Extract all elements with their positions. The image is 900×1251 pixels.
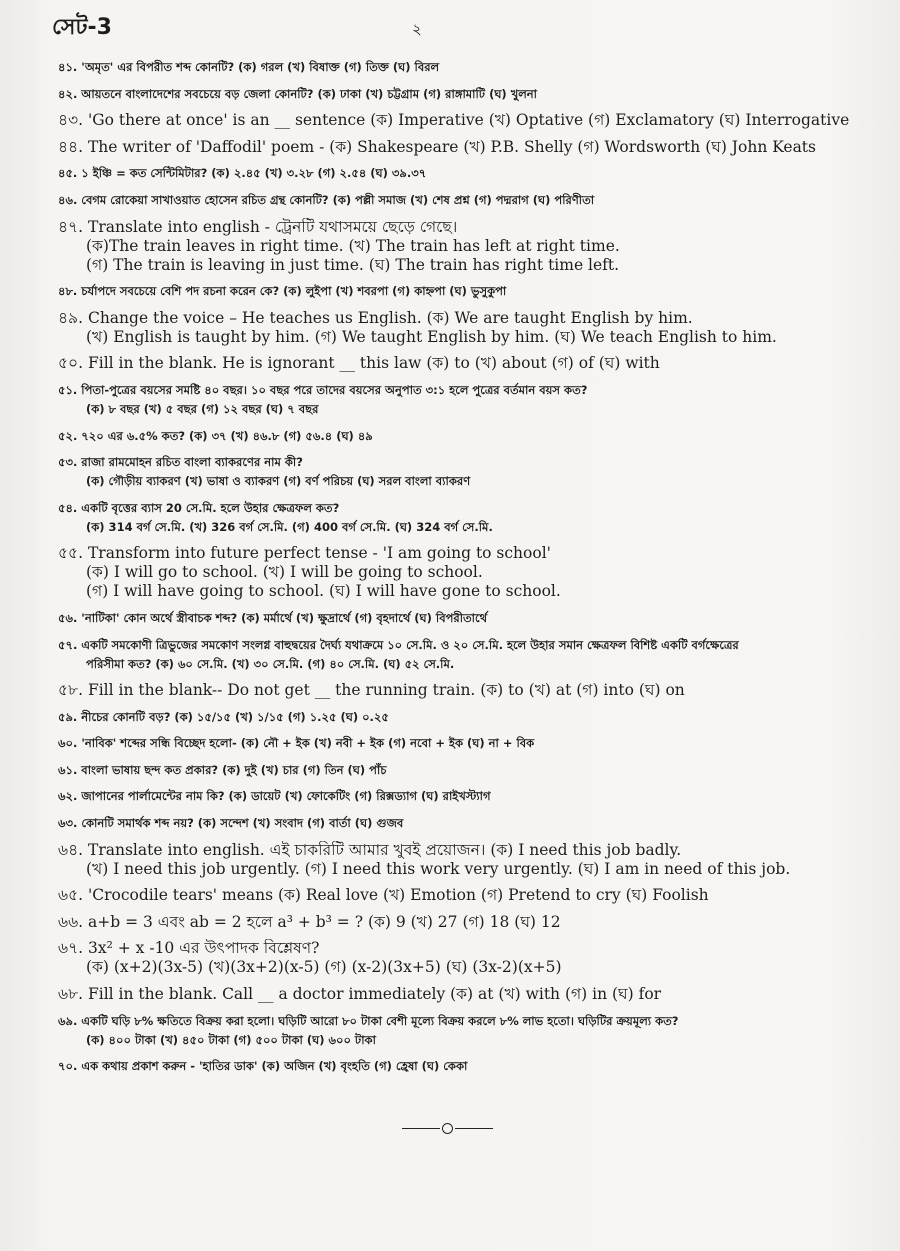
question-text: ৬১. বাংলা ভাষায় ছন্দ কত প্রকার? (ক) দুই (খ) চার (গ) তিন (ঘ) পাঁচ: [58, 762, 387, 777]
question-item: [58, 985, 888, 1004]
question-options: পরিসীমা কত? (ক) ৬০ সে.মি. (খ) ৩০ সে.মি. (গ) ৪০ সে.মি. (ঘ) ৫২ সে.মি.: [86, 656, 455, 671]
question-list: [58, 58, 888, 1084]
question-options: (ক) (x+2)(3x-5) (খ)(3x+2)(x-5) (গ) (x-2)(3x+5) (ঘ) (3x-2)(x+5): [86, 958, 562, 977]
question-item: [58, 427, 888, 446]
question-text: ৫১. পিতা-পুত্রের বয়সের সমষ্টি ৪০ বছর। ১০ বছর পরে তাদের বয়সের অনুপাত ৩:১ হলে পুত্রের বর্তমান বয়স কত?: [58, 382, 588, 397]
question-text: ৫৪. একটি বৃত্তের ব্যাস 20 সে.মি. হলে উহার ক্ষেত্রফল কত?: [58, 500, 340, 515]
question-options: (গ) The train is leaving in just time. (ঘ) The train has right time left.: [86, 255, 620, 274]
question-options: (ক) I will go to school. (খ) I will be going to school.: [86, 563, 483, 582]
question-item: [58, 681, 888, 700]
question-item: [58, 354, 888, 373]
question-item: [58, 609, 888, 628]
question-item: [58, 1012, 888, 1050]
question-text: ৪৪. The writer of 'Daffodil' poem - (ক) Shakespeare (খ) P.B. Shelly (গ) Wordsworth (ঘ) John Keats: [58, 137, 816, 156]
question-item: [58, 544, 888, 601]
question-item: [58, 282, 888, 301]
question-text: ৪৭. Translate into english - ট্রেনটি যথাসময়ে ছেড়ে গেছে।: [58, 217, 458, 236]
question-item: [58, 1057, 888, 1076]
question-options: (ক) 314 বর্গ সে.মি. (খ) 326 বর্গ সে.মি. (গ) 400 বর্গ সে.মি. (ঘ) 324 বর্গ সে.মি.: [86, 519, 493, 534]
question-item: [58, 381, 888, 419]
question-text: ৬২. জাপানের পার্লামেন্টের নাম কি? (ক) ডায়েট (খ) ফোকেটিং (গ) রিক্সড্যাগ (ঘ) রাইখস্ট্যাগ: [58, 789, 491, 804]
question-item: [58, 734, 888, 753]
question-text: ৫৭. একটি সমকোণী ত্রিভুজের সমকোণ সংলগ্ন বাহুদ্বয়ের দৈর্ঘ্য যথাক্রমে ১০ সে.মি. ও ২০ সে.মি. হলে উহার সমান ক্ষেত্রফল বিশিষ্ট একটি বর্গক্ষেত্রের: [58, 637, 739, 652]
question-item: [58, 841, 888, 879]
question-item: [58, 138, 888, 157]
question-text: ৫৮. Fill in the blank-- Do not get __ the running train. (ক) to (খ) at (গ) into (ঘ) on: [58, 681, 685, 700]
question-options: (ক)The train leaves in right time. (খ) The train has left at right time.: [86, 236, 620, 255]
question-text: ৫৫. Transform into future perfect tense - 'I am going to school': [58, 544, 551, 563]
end-mark: [402, 1123, 493, 1134]
question-options: (ক) ৮ বছর (খ) ৫ বছর (গ) ১২ বছর (ঘ) ৭ বছর: [86, 401, 319, 416]
question-item: [58, 218, 888, 275]
question-text: ৪৮. চর্যাপদে সবচেয়ে বেশি পদ রচনা করেন কে? (ক) লুইপা (খ) শবরপা (গ) কাহ্নপা (ঘ) ভুসুকুপা: [58, 284, 507, 299]
question-text: ৬৬. a+b = 3 এবং ab = 2 হলে a³ + b³ = ? (ক) 9 (খ) 27 (গ) 18 (ঘ) 12: [58, 912, 561, 931]
question-item: [58, 913, 888, 932]
question-text: ৫৬. 'নাটিকা' কোন অর্থে স্ত্রীবাচক শব্দ? (ক) মর্মার্থে (খ) ক্ষুদ্রার্থে (গ) বৃহদার্থে (ঘ) বিপরীতার্থে: [58, 610, 488, 625]
question-options: (গ) I will have going to school. (ঘ) I will have gone to school.: [86, 582, 561, 601]
question-item: [58, 939, 888, 977]
question-item: [58, 499, 888, 537]
question-item: [58, 708, 888, 727]
question-text: ৬৫. 'Crocodile tears' means (ক) Real love (খ) Emotion (গ) Pretend to cry (ঘ) Foolish: [58, 886, 709, 905]
question-text: ৭০. এক কথায় প্রকাশ করুন - 'হাতির ডাক' (ক) অজিন (খ) বৃংহতি (গ) হ্রেষা (ঘ) কেকা: [58, 1059, 468, 1074]
question-item: [58, 814, 888, 833]
question-text: ৬০. 'নাবিক' শব্দের সন্ধি বিচ্ছেদ হলো- (ক) নৌ + ইক (খ) নবী + ইক (গ) নবো + ইক (ঘ) না + বিক: [58, 736, 535, 751]
question-item: [58, 164, 888, 183]
question-text: ৫০. Fill in the blank. He is ignorant __ this law (ক) to (খ) about (গ) of (ঘ) with: [58, 354, 660, 373]
question-item: [58, 191, 888, 210]
question-text: ৫২. ৭২০ এর ৬.৫% কত? (ক) ৩৭ (খ) ৪৬.৮ (গ) ৫৬.৪ (ঘ) ৪৯: [58, 428, 373, 443]
question-options: (খ) I need this job urgently. (গ) I need this work very urgently. (ঘ) I am in need of this job.: [86, 859, 791, 878]
question-item: [58, 886, 888, 905]
set-label: সেট-3: [52, 15, 112, 40]
question-options: (খ) English is taught by him. (গ) We taught English by him. (ঘ) We teach English to him.: [86, 327, 777, 346]
question-text: ৪৩. 'Go there at once' is an __ sentence (ক) Imperative (খ) Optative (গ) Exclamatory (ঘ) Interrogative: [58, 111, 850, 130]
question-text: ৪৯. Change the voice – He teaches us English. (ক) We are taught English by him.: [58, 308, 693, 327]
question-text: ৪২. আয়তনে বাংলাদেশের সবচেয়ে বড় জেলা কোনটি? (ক) ঢাকা (খ) চট্টগ্রাম (গ) রাঙ্গামাটি (ঘ) খুলনা: [58, 86, 538, 101]
question-item: [58, 787, 888, 806]
question-text: ৫৩. রাজা রামমোহন রচিত বাংলা ব্যাকরণের নাম কী?: [58, 455, 303, 470]
question-text: ৬৮. Fill in the blank. Call __ a doctor immediately (ক) at (খ) with (গ) in (ঘ) for: [58, 985, 662, 1004]
question-text: ৪১. 'অমৃত' এর বিপরীত শব্দ কোনটি? (ক) গরল (খ) বিষাক্ত (গ) তিক্ত (ঘ) বিরল: [58, 60, 440, 74]
question-text: ৬৪. Translate into english. এই চাকরিটি আমার খুবই প্রয়োজন। (ক) I need this job badly.: [58, 840, 682, 859]
question-text: ৬৩. কোনটি সমার্থক শব্দ নয়? (ক) সন্দেশ (খ) সংবাদ (গ) বার্তা (ঘ) গুজব: [58, 816, 404, 831]
question-options: (ক) ৪০০ টাকা (খ) ৪৫০ টাকা (গ) ৫০০ টাকা (ঘ) ৬০০ টাকা: [86, 1032, 376, 1047]
question-text: ৪৫. ১ ইঞ্চি = কত সেন্টিমিটার? (ক) ২.৪৫ (খ) ৩.২৮ (গ) ২.৫৪ (ঘ) ৩৯.৩৭: [58, 166, 427, 181]
question-text: ৬৭. 3x² + x -10 এর উৎপাদক বিশ্লেষণ?: [58, 939, 320, 958]
question-item: [58, 761, 888, 780]
question-text: ৫৯. নীচের কোনটি বড়? (ক) ১৫/১৫ (খ) ১/১৫ (গ) ১.২৫ (ঘ) ০.২৫: [58, 709, 389, 724]
question-text: ৬৯. একটি ঘড়ি ৮% ক্ষতিতে বিক্রয় করা হলো। ঘড়িটি আরো ৮০ টাকা বেশী মূল্যে বিক্রয় করলে ৮% লাভ হতো। ঘড়িটির ক্রয়মূল্য কত?: [58, 1013, 679, 1028]
page-number: ২: [412, 20, 422, 38]
question-item: [58, 636, 888, 674]
question-item: [58, 58, 888, 77]
question-item: [58, 309, 888, 347]
question-item: [58, 111, 888, 130]
question-item: [58, 85, 888, 104]
question-options: (ক) গৌড়ীয় ব্যাকরণ (খ) ভাষা ও ব্যাকরণ (গ) বর্ণ পরিচয় (ঘ) সরল বাংলা ব্যাকরণ: [86, 474, 471, 489]
question-text: ৪৬. বেগম রোকেয়া সাখাওয়াত হোসেন রচিত গ্রন্থ কোনটি? (ক) পল্লী সমাজ (খ) শেষ প্রশ্ন (গ) পদ্মরাগ (ঘ) পরিণীতা: [58, 192, 595, 207]
question-item: [58, 453, 888, 491]
